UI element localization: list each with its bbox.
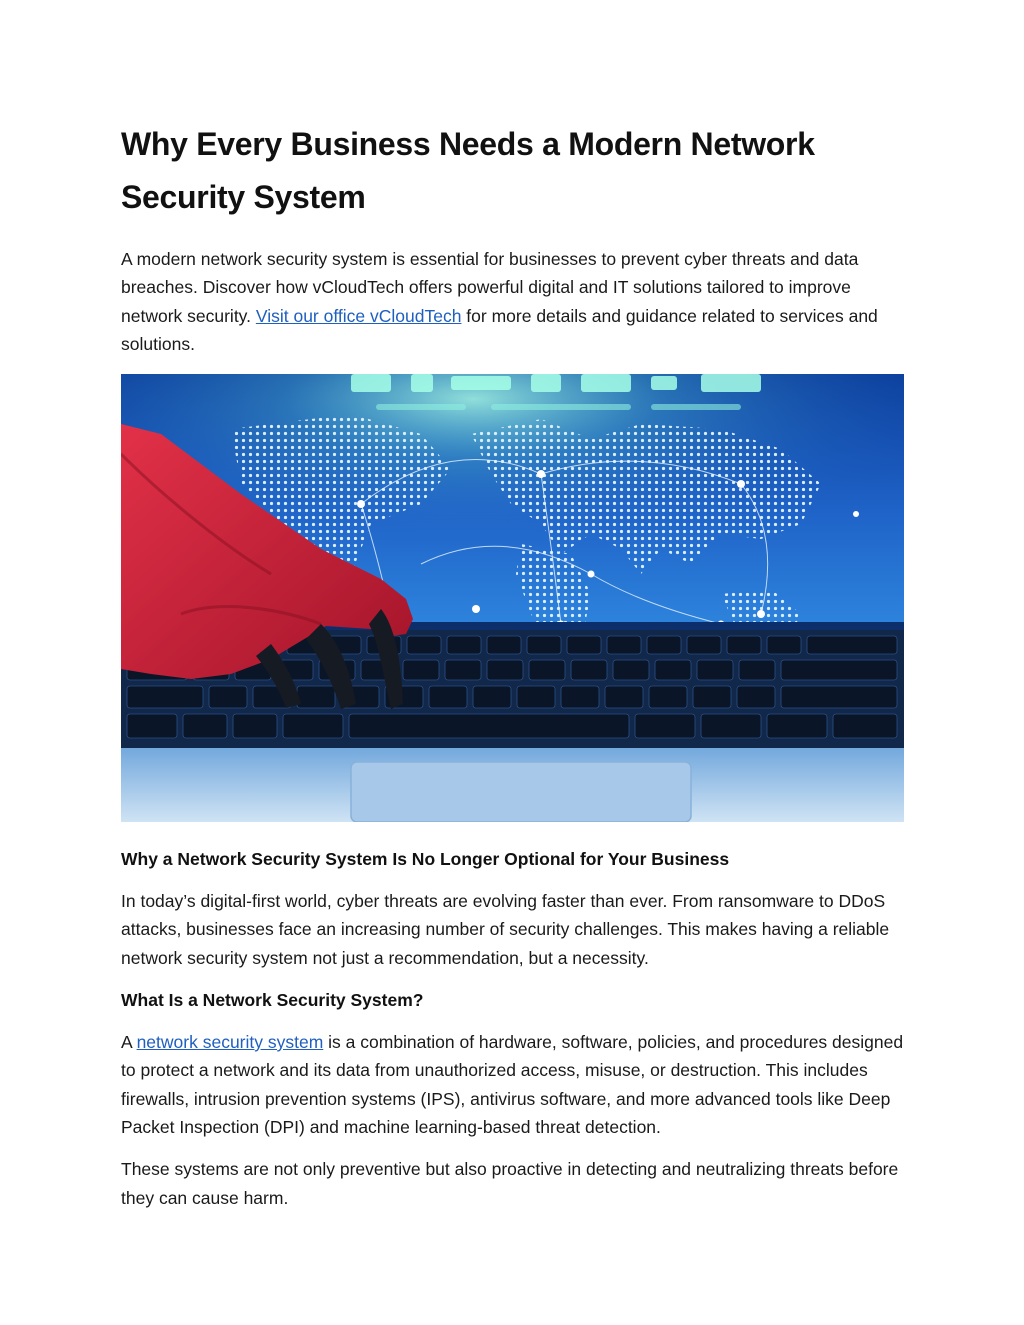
section-paragraph-what-is (121, 1028, 904, 1141)
vcloudtech-office-link[interactable]: Visit our office vCloudTech (255, 305, 462, 326)
intro-paragraph (121, 245, 904, 358)
network-security-illustration (121, 374, 904, 822)
network-security-system-link[interactable]: network security system (136, 1032, 324, 1053)
document-page (121, 118, 904, 1212)
section-heading-what-is: What Is a Network Security System? (121, 990, 424, 1011)
what-is-text-before: A (121, 1032, 137, 1053)
section-heading-why-essential: Why a Network Security System Is No Longer Optional for Your Business (121, 849, 730, 870)
what-is-text-after: is a combination of hardware, software, policies, and procedures designed to protect a network and its data from unauthorized access, misuse, or destruction. This includes firewalls, intrusion prevention systems (IPS), antivirus software, and more advanced tools like Deep Packet Inspection (DPI) and machine learning-based threat detection. (121, 1032, 904, 1137)
page-title: Why Every Business Needs a Modern Network Security System (121, 126, 815, 215)
intro-text-after: for more details and guidance related to services and solutions. (121, 305, 878, 354)
intro-text-before: A modern network security system is essential for businesses to prevent cyber threats and data breaches. Discover how vCloudTech offers powerful digital and IT solutions tailored to improve network security. (121, 249, 859, 326)
section-paragraph-why-essential: In today’s digital-first world, cyber threats are evolving faster than ever. From ransomware to DDoS attacks, businesses face an increasing number of security challenges. This makes having a reliable network security system not just a recommendation, but a necessity. (121, 891, 890, 968)
section-paragraph-proactive: These systems are not only preventive but also proactive in detecting and neutralizing threats before they can cause harm. (121, 1159, 899, 1208)
hero-image (121, 374, 904, 822)
